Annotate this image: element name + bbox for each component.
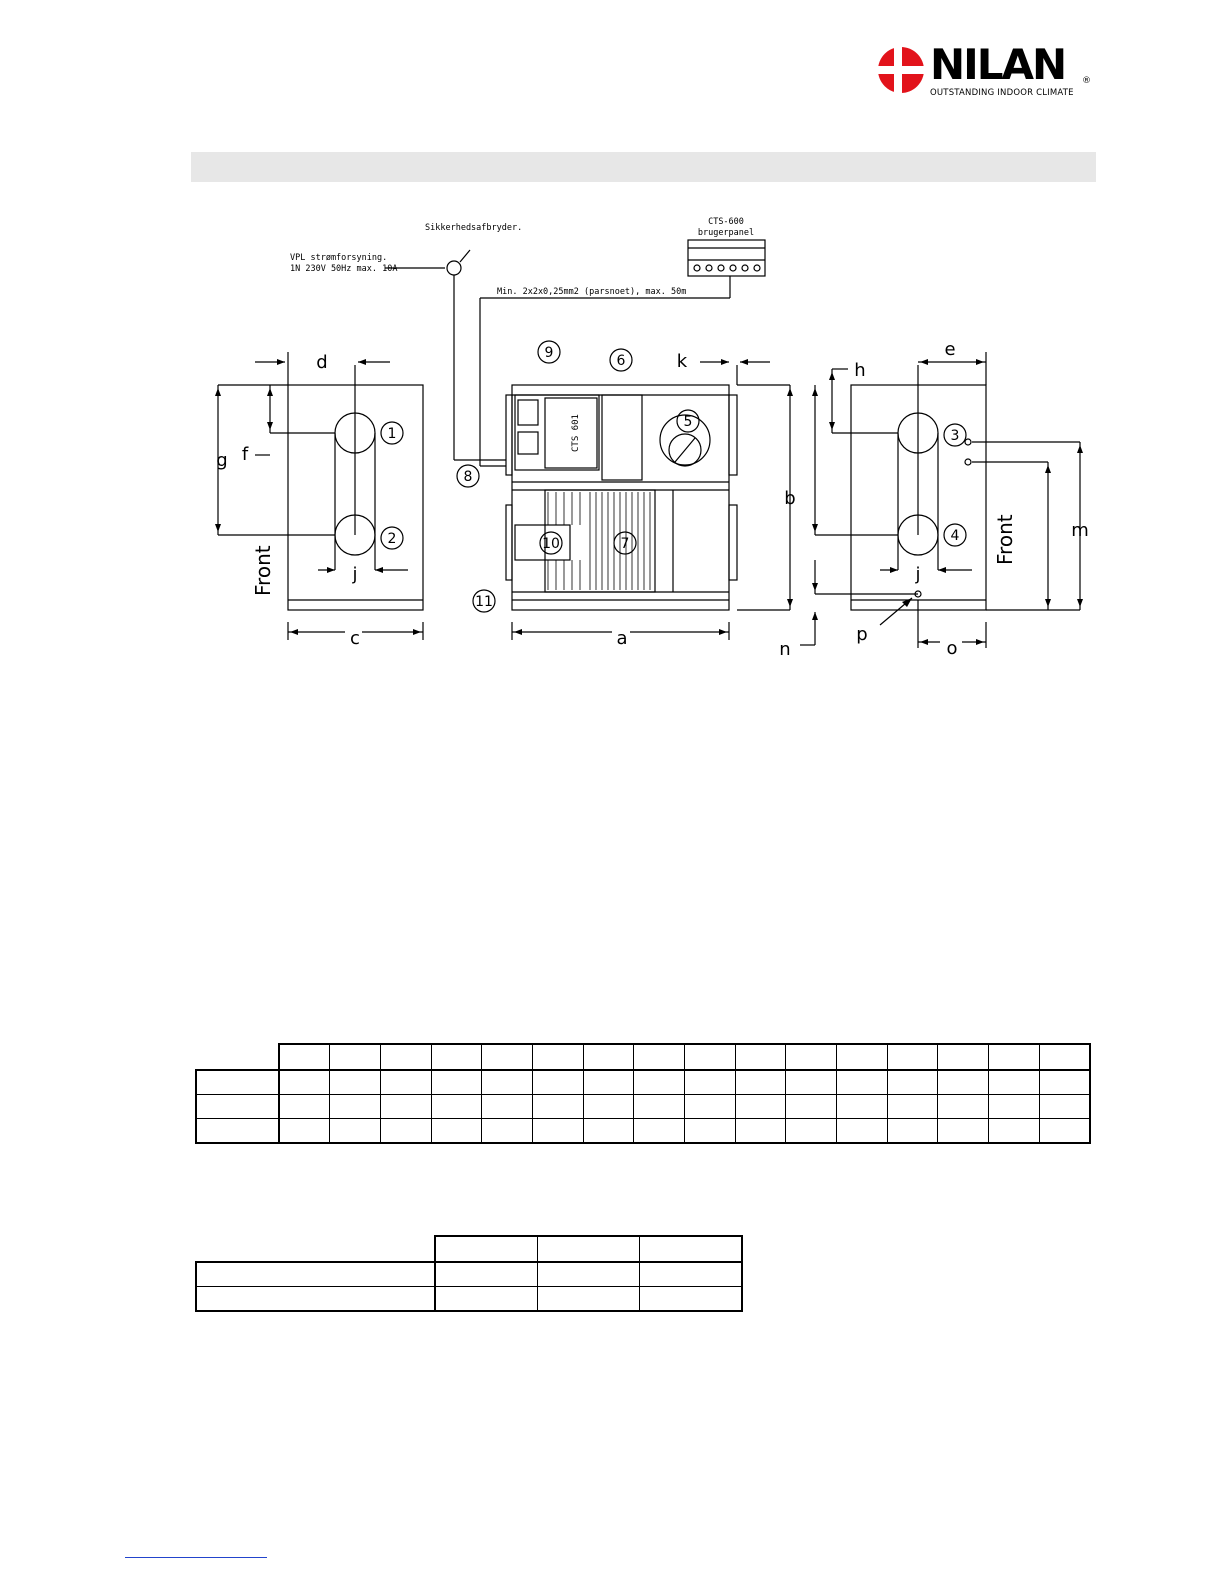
panel-label-2: brugerpanel [697,228,755,238]
table-cell [938,1119,989,1144]
table-cell [279,1044,330,1070]
component-3: 3 [950,428,960,444]
table-cell [1039,1095,1090,1119]
table-cell [380,1070,431,1095]
table-cell [279,1095,330,1119]
table-cell [196,1070,279,1095]
table-cell [887,1095,938,1119]
table-row [196,1095,1090,1119]
table-cell [196,1287,435,1312]
table-cell [196,1044,279,1070]
table-cell [583,1119,634,1144]
table-cell [196,1236,435,1262]
dim-c: c [350,628,360,649]
table-cell [634,1044,685,1070]
table-cell [532,1044,583,1070]
table-cell [435,1262,537,1287]
brand-tagline: OUTSTANDING INDOOR CLIMATE [930,88,1074,98]
table-cell [537,1287,639,1312]
table-cell [196,1262,435,1287]
component-6: 6 [616,353,626,369]
table-cell [435,1287,537,1312]
table-cell [435,1236,537,1262]
table-cell [1039,1119,1090,1144]
table-cell [196,1095,279,1119]
safety-switch-label: Sikkerhedsafbryder. [425,223,523,233]
dim-m: m [1071,520,1089,541]
table-cell [735,1119,786,1144]
table-cell [989,1119,1040,1144]
footer-link-underline [125,1557,267,1558]
table-row [196,1236,742,1262]
table-cell [634,1095,685,1119]
dim-j-left: j [352,564,358,585]
table-cell [887,1070,938,1095]
brand-name: NILAN [930,40,1066,89]
table-cell [1039,1070,1090,1095]
table-cell [431,1119,482,1144]
table-cell [989,1044,1040,1070]
dim-b: b [784,488,796,509]
table-cell [786,1070,837,1095]
table-cell [786,1044,837,1070]
table-cell [330,1119,381,1144]
table-cell [634,1070,685,1095]
table-cell [640,1262,742,1287]
table-cell [482,1119,533,1144]
registered-mark: ® [1082,76,1091,86]
specs-table [195,1235,743,1312]
table-cell [640,1236,742,1262]
table-cell [837,1095,888,1119]
table-cell [786,1095,837,1119]
table-cell [640,1287,742,1312]
cable-spec-label: Min. 2x2x0,25mm2 (parsnoet), max. 50m [497,287,687,297]
dim-d: d [316,352,328,373]
dim-p: p [856,624,868,645]
table-cell [537,1236,639,1262]
table-cell [786,1119,837,1144]
table-cell [938,1095,989,1119]
table-cell [380,1044,431,1070]
dim-a: a [616,628,628,649]
table-row [196,1262,742,1287]
power-supply-label-1: VPL strømforsyning. [290,253,388,263]
table-cell [482,1070,533,1095]
table-cell [537,1262,639,1287]
table-cell [735,1095,786,1119]
board-label: CTS 601 [571,414,581,452]
table-cell [482,1044,533,1070]
table-cell [380,1119,431,1144]
component-5: 5 [683,414,693,430]
table-cell [989,1095,1040,1119]
dim-n: n [779,639,791,660]
power-supply-label-2: 1N 230V 50Hz max. 10A [290,264,398,274]
table-cell [532,1095,583,1119]
front-label-left: Front [251,545,275,596]
component-2: 2 [387,531,397,547]
component-7: 7 [620,536,630,552]
table-cell [887,1044,938,1070]
dim-k: k [676,351,688,372]
table-row [196,1070,1090,1095]
table-cell [837,1044,888,1070]
component-1: 1 [387,426,397,442]
table-cell [431,1070,482,1095]
table-cell [482,1095,533,1119]
panel-label-1: CTS-600 [708,217,744,227]
component-8: 8 [463,469,473,485]
dim-o: o [946,638,958,659]
table-cell [532,1119,583,1144]
table-cell [330,1070,381,1095]
dim-f: f [241,444,249,465]
dim-e: e [944,339,956,360]
dim-g: g [216,450,228,471]
dimensions-table [195,1043,1091,1144]
table-cell [380,1095,431,1119]
component-10: 10 [542,536,560,552]
table-cell [989,1070,1040,1095]
table-cell [431,1044,482,1070]
table-row [196,1044,1090,1070]
table-cell [685,1044,736,1070]
table-cell [837,1119,888,1144]
table-cell [583,1070,634,1095]
unit-dimension-drawing [0,0,1224,680]
dim-h: h [854,360,866,381]
table-cell [938,1070,989,1095]
dim-j-right: j [915,564,921,585]
table-cell [532,1070,583,1095]
table-cell [279,1119,330,1144]
component-4: 4 [950,528,960,544]
table-cell [938,1044,989,1070]
table-cell [685,1095,736,1119]
table-row [196,1119,1090,1144]
component-9: 9 [544,345,554,361]
component-11: 11 [475,594,493,610]
front-label-right: Front [993,514,1017,565]
table-cell [634,1119,685,1144]
table-cell [279,1070,330,1095]
table-cell [330,1095,381,1119]
table-cell [1039,1044,1090,1070]
table-cell [735,1070,786,1095]
table-cell [583,1095,634,1119]
table-cell [837,1070,888,1095]
table-cell [431,1095,482,1119]
table-cell [685,1119,736,1144]
table-cell [583,1044,634,1070]
table-row [196,1287,742,1312]
table-cell [196,1119,279,1144]
table-cell [330,1044,381,1070]
table-cell [735,1044,786,1070]
table-cell [887,1119,938,1144]
table-cell [685,1070,736,1095]
